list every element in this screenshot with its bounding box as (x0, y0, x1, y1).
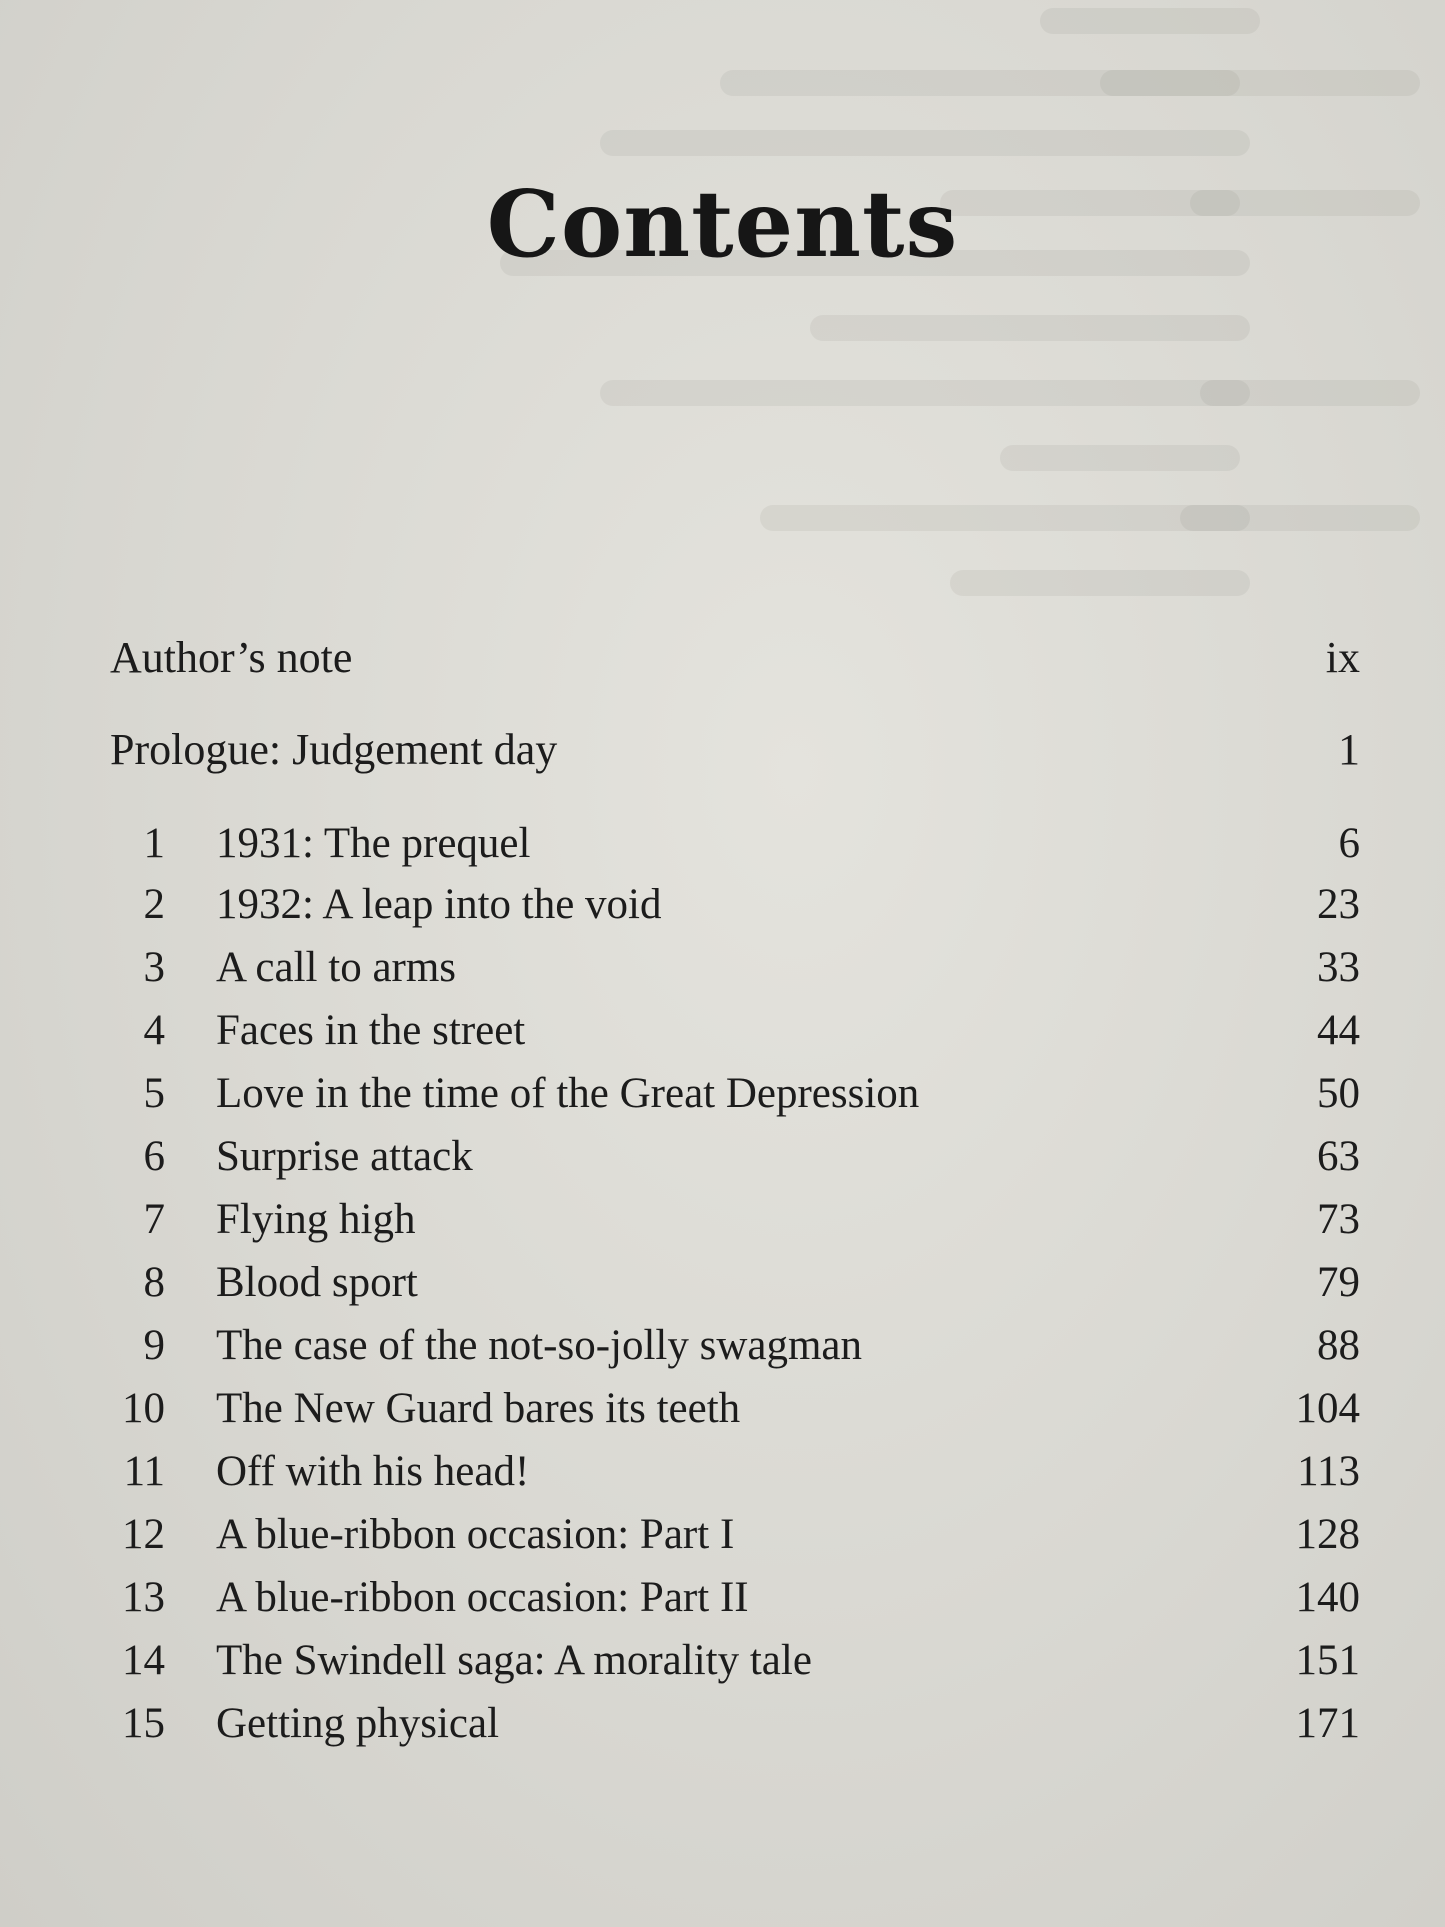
toc-page-number: 23 (1317, 881, 1360, 928)
chapter-title: Off with his head! (216, 1448, 530, 1495)
chapter-number: 6 (143, 1133, 165, 1180)
toc-page-number: 50 (1317, 1070, 1360, 1117)
chapter-title: A blue-ribbon occasion: Part I (216, 1511, 735, 1558)
toc-chapter-10[interactable] (110, 1380, 1360, 1438)
page-title: Contents (486, 170, 959, 278)
toc-chapter-1[interactable] (110, 815, 1360, 873)
toc-page-number: 151 (1295, 1637, 1360, 1684)
chapter-title: Flying high (216, 1196, 416, 1243)
toc-page-number: 73 (1317, 1196, 1360, 1243)
chapter-title: Blood sport (216, 1259, 418, 1306)
chapter-title: Surprise attack (216, 1133, 473, 1180)
toc-page-number: 33 (1317, 944, 1360, 991)
chapter-title: Love in the time of the Great Depression (216, 1070, 920, 1117)
chapter-number: 3 (143, 944, 165, 991)
toc-page-number: 88 (1317, 1322, 1360, 1369)
chapter-title: 1931: The prequel (216, 820, 531, 867)
toc-chapter-2[interactable] (110, 876, 1360, 934)
toc-chapter-12[interactable] (110, 1506, 1360, 1564)
show-through-texture (0, 0, 1445, 720)
chapter-title: 1932: A leap into the void (216, 881, 662, 928)
toc-entry-prologue[interactable] (110, 720, 1360, 780)
chapter-number: 4 (143, 1007, 165, 1054)
chapter-number: 13 (122, 1574, 165, 1621)
chapter-number: 12 (122, 1511, 165, 1558)
chapter-number: 9 (143, 1322, 165, 1369)
chapter-title: A blue-ribbon occasion: Part II (216, 1574, 749, 1621)
toc-chapter-5[interactable] (110, 1065, 1360, 1123)
chapter-title: Faces in the street (216, 1007, 526, 1054)
chapter-title: The case of the not-so-jolly swagman (216, 1322, 863, 1369)
toc-chapter-9[interactable] (110, 1317, 1360, 1375)
toc-page-number: 104 (1295, 1385, 1360, 1432)
chapter-title: The Swindell saga: A morality tale (216, 1637, 812, 1684)
toc-chapter-6[interactable] (110, 1128, 1360, 1186)
toc-page-number: ix (1325, 633, 1360, 682)
toc-chapter-11[interactable] (110, 1443, 1360, 1501)
toc-entry-authors-note[interactable] (110, 628, 1360, 688)
chapter-title: Getting physical (216, 1700, 500, 1747)
toc-chapter-7[interactable] (110, 1191, 1360, 1249)
chapter-number: 11 (123, 1448, 165, 1495)
toc-page-number: 79 (1317, 1259, 1360, 1306)
toc-entry-label: Prologue: Judgement day (110, 725, 558, 774)
chapter-number: 1 (143, 820, 165, 867)
toc-page-number: 44 (1317, 1007, 1360, 1054)
toc-chapter-13[interactable] (110, 1569, 1360, 1627)
toc-chapter-3[interactable] (110, 939, 1360, 997)
chapter-title: The New Guard bares its teeth (216, 1385, 741, 1432)
toc-chapter-8[interactable] (110, 1254, 1360, 1312)
chapter-number: 10 (122, 1385, 165, 1432)
chapter-number: 14 (122, 1637, 165, 1684)
chapter-number: 7 (143, 1196, 165, 1243)
toc-page-number: 6 (1338, 820, 1360, 867)
toc-chapter-15[interactable] (110, 1695, 1360, 1753)
chapter-title: A call to arms (216, 944, 457, 991)
chapter-number: 2 (143, 881, 165, 928)
toc-page-number: 171 (1295, 1700, 1360, 1747)
toc-chapter-14[interactable] (110, 1632, 1360, 1690)
chapter-number: 15 (122, 1700, 165, 1747)
toc-entry-label: Author’s note (110, 633, 353, 682)
toc-page-number: 1 (1338, 725, 1360, 774)
toc-chapter-4[interactable] (110, 1002, 1360, 1060)
toc-page-number: 63 (1317, 1133, 1360, 1180)
toc-page-number: 113 (1297, 1448, 1360, 1495)
toc-page-number: 140 (1295, 1574, 1360, 1621)
chapter-number: 8 (143, 1259, 165, 1306)
toc-page-number: 128 (1295, 1511, 1360, 1558)
chapter-number: 5 (143, 1070, 165, 1117)
